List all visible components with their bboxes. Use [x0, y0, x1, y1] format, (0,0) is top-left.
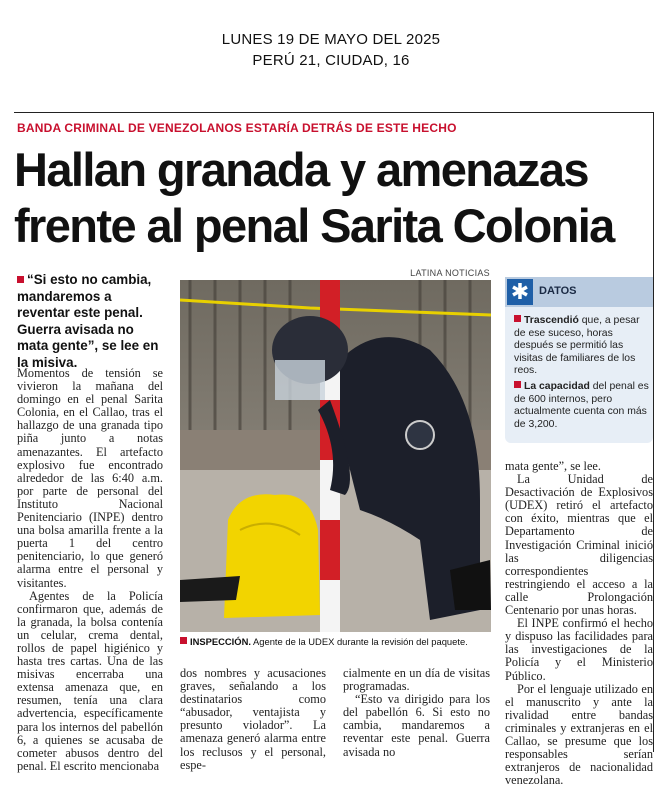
caption-bold: INSPECCIÓN. [190, 636, 251, 647]
datos-item-1 [514, 315, 650, 378]
col1-paragraph-2: Agentes de la Policía confirmaron que, además de la granada, la bolsa contenía un celular, crema dental, rollos de papel higiénico y hasta tres cartas. Una de las misivas encerraba una extensa amenaza que, en resumen, tenía una clara advertencia, específicamente para los internos del pabellón 6, a quienes se acusaba de cometer abusos dentro del penal. El escrito mencionaba [17, 588, 163, 773]
edition-date: LUNES 19 DE MAYO DEL 2025 [221, 31, 441, 48]
edition-section: PERÚ 21, CIUDAD, 16 [252, 52, 410, 69]
red-square-icon [17, 276, 24, 283]
datos-item-1-bold: Trascendió [524, 315, 579, 326]
red-square-icon [514, 315, 521, 322]
column-1 [17, 367, 163, 773]
datos-title: DATOS [539, 285, 577, 297]
pull-quote [17, 272, 163, 372]
column-4 [505, 460, 653, 787]
red-square-icon [514, 381, 521, 388]
news-photo [180, 280, 491, 632]
datos-item-2 [514, 381, 650, 431]
column-2 [180, 667, 326, 772]
col4-paragraph-2: La Unidad de Desactivación de Explosivos (UDEX) retiró el artefacto con éxito, mientras que el Departamento de Investigación Criminal inició las diligencias correspondientes restringiendo el acceso a la calle Prolongación Centenario por unas horas. [505, 472, 653, 618]
pull-quote-text: “Si esto no cambia, mandaremos a reventar este penal. Guerra avisada no mata gente”, se lee en la misiva. [17, 272, 159, 370]
datos-box [505, 277, 653, 443]
photo-illustration [180, 280, 491, 632]
article-kicker: BANDA CRIMINAL DE VENEZOLANOS ESTARÍA DETRÁS DE ESTE HECHO [17, 121, 457, 135]
col3-paragraph-1: cialmente en un día de visitas programadas. [343, 666, 490, 694]
caption-text: Agente de la UDEX durante la revisión del paquete. [250, 636, 468, 647]
col4-paragraph-1: mata gente”, se lee. [505, 459, 601, 473]
col4-paragraph-3: El INPE confirmó el hecho y dispuso las facilidades para las investigaciones de la Policía y el Ministerio Público. [505, 616, 653, 683]
datos-item-2-bold: La capacidad [524, 381, 590, 392]
asterisk-icon: ✱ [507, 279, 533, 305]
photo-credit: LATINA NOTICIAS [410, 268, 490, 278]
column-3 [343, 667, 490, 759]
headline-line-1: Hallan granada y amenazas [14, 143, 588, 196]
article-headline [14, 142, 654, 254]
datos-header [505, 277, 653, 307]
datos-item-1-text: que, a pesar de ese suceso, horas después se permitió las visitas de familiares de los reos. [514, 315, 640, 377]
col3-paragraph-2: “Esto va dirigido para los del pabellón 6. Si esto no cambia, mandaremos a reventar este penal. Guerra avisada no [343, 692, 490, 759]
top-rule [14, 112, 654, 113]
col2-paragraph-1: dos nombres y acusaciones graves, señalando a los destinatarios como “abusador, ventajista y presunto violador”. La amenaza generó alarma entre los reclusos y el personal, espe- [180, 666, 326, 772]
col4-paragraph-4: Por el lenguaje utilizado en el manuscrito y ante la rivalidad entre bandas criminales y extranjeras en el Callao, se presume que los responsables serían extranjeros de nacionalidad venezolana. [505, 681, 653, 787]
headline-line-2: frente al penal Sarita Colonia [14, 199, 614, 252]
col1-paragraph-1: Momentos de tensión se vivieron la mañana del domingo en el penal Sarita Colonia, en el Callao, tras el hallazgo de una granada tipo piña junto a notas amenazantes. El artefacto explosivo fue encontrado alrededor de las 6:40 a.m. por parte de personal del Instituto Nacional Penitenciario (INPE) dentro una bolsa amarilla frente a la puerta 1 del centro penitenciario, lo que generó alarma entre el personal y visitantes. [17, 366, 163, 590]
photo-caption [180, 636, 500, 647]
red-square-icon [180, 637, 187, 644]
datos-item-2-text: del penal es de 600 internos, pero actualmente cuenta con más de 3,200. [514, 381, 649, 430]
